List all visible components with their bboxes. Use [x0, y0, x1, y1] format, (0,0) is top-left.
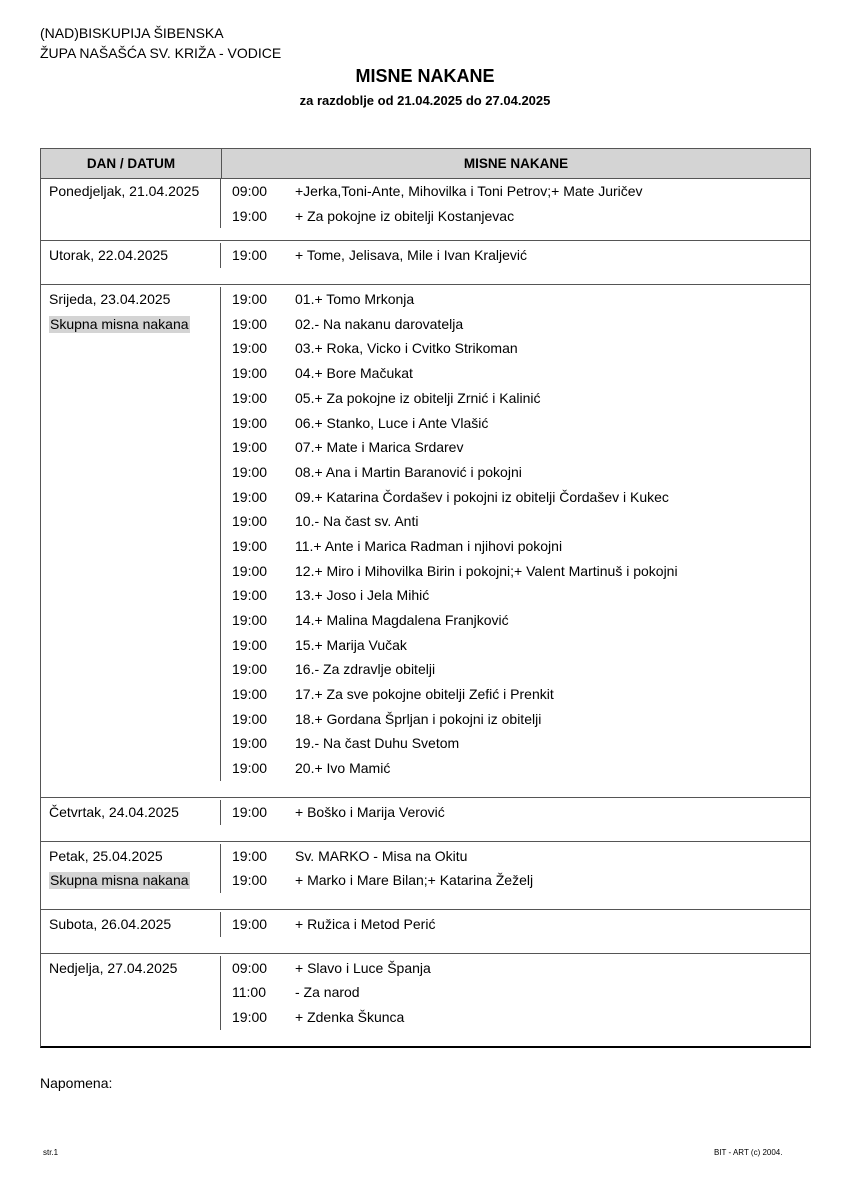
intention-text: +Jerka,Toni-Ante, Mihovilka i Toni Petrov;+ Mate Juričev — [295, 183, 643, 199]
mass-time: 19:00 — [232, 414, 268, 431]
table-row — [41, 241, 810, 285]
intention-entry — [221, 435, 810, 460]
intentions-table — [40, 148, 811, 1048]
intention-entry — [221, 868, 810, 893]
column-header-intentions: MISNE NAKANE — [463, 156, 569, 171]
intention-entry — [221, 912, 810, 937]
mass-time: 19:00 — [232, 488, 268, 505]
table-row — [41, 954, 810, 1046]
intention-entry — [221, 411, 810, 436]
mass-time: 19:00 — [232, 365, 268, 382]
intention-entry — [221, 361, 810, 386]
table-row — [41, 179, 810, 241]
mass-time: 19:00 — [232, 1008, 268, 1025]
intention-text: 10.- Na čast sv. Anti — [295, 513, 419, 530]
intention-entry — [221, 485, 810, 510]
intention-text: 06.+ Stanko, Luce i Ante Vlašić — [295, 414, 489, 431]
intention-text: 01.+ Tomo Mrkonja — [295, 291, 415, 308]
column-header-day: DAN / DATUM — [41, 149, 222, 178]
intention-entry — [221, 509, 810, 534]
day-cell — [41, 243, 221, 268]
day-cell — [41, 287, 221, 781]
intention-text: 03.+ Roka, Vicko i Cvitko Strikoman — [295, 340, 518, 357]
day-cell — [41, 844, 221, 893]
intention-entry — [221, 731, 810, 756]
group-intention-note: Skupna misna nakana — [50, 872, 189, 889]
mass-time: 19:00 — [232, 710, 268, 727]
day-date: Nedjelja, 27.04.2025 — [49, 959, 178, 976]
intention-text: 19.- Na čast Duhu Svetom — [295, 735, 460, 752]
intention-entry — [221, 682, 810, 707]
group-intention-note: Skupna misna nakana — [50, 315, 189, 332]
mass-time: 19:00 — [232, 439, 268, 456]
intentions-cell — [221, 844, 810, 893]
copyright: BIT - ART (c) 2004. — [714, 1148, 783, 1157]
intention-entry — [221, 460, 810, 485]
intention-text: 05.+ Za pokojne iz obitelji Zrnić i Kalinić — [295, 389, 541, 406]
mass-time: 19:00 — [232, 612, 268, 628]
note-label: Napomena: — [40, 1075, 113, 1091]
mass-time: 09:00 — [232, 183, 268, 199]
intention-entry — [221, 980, 810, 1005]
mass-time: 19:00 — [232, 207, 268, 224]
intentions-cell — [221, 287, 810, 781]
intention-entry — [221, 844, 810, 869]
intentions-cell — [221, 800, 810, 825]
intentions-cell — [221, 243, 810, 268]
intention-entry — [221, 312, 810, 337]
intention-text: 07.+ Mate i Marica Srdarev — [295, 439, 464, 456]
intention-entry — [221, 633, 810, 658]
day-date: Srijeda, 23.04.2025 — [49, 291, 171, 308]
mass-time: 09:00 — [232, 959, 268, 976]
intention-text: 13.+ Joso i Jela Mihić — [295, 587, 430, 604]
intention-text: Sv. MARKO - Misa na Okitu — [295, 847, 468, 864]
intention-entry — [221, 583, 810, 608]
table-row — [41, 798, 810, 842]
document-title: MISNE NAKANE — [355, 66, 495, 86]
intention-entry — [221, 243, 810, 268]
day-date: Petak, 25.04.2025 — [49, 847, 163, 864]
mass-time: 19:00 — [232, 760, 268, 777]
intention-entry — [221, 707, 810, 732]
intention-text: 09.+ Katarina Čordašev i pokojni iz obitelji Čordašev i Kukec — [295, 488, 669, 505]
intention-text: 11.+ Ante i Marica Radman i njihovi pokojni — [295, 537, 563, 554]
day-date: Utorak, 22.04.2025 — [49, 247, 169, 264]
day-cell — [41, 912, 221, 937]
mass-time: 19:00 — [232, 915, 268, 932]
mass-time: 19:00 — [232, 803, 268, 820]
mass-time: 19:00 — [232, 587, 268, 604]
table-row — [41, 285, 810, 798]
table-row — [41, 842, 810, 910]
intention-text: 12.+ Miro i Mihovilka Birin i pokojni;+ Valent Martinuš i pokojni — [295, 562, 678, 579]
intention-text: 04.+ Bore Mačukat — [295, 365, 413, 382]
intention-entry — [221, 559, 810, 584]
intention-entry — [221, 956, 810, 981]
mass-time: 19:00 — [232, 872, 268, 889]
mass-time: 19:00 — [232, 636, 268, 653]
mass-time: 19:00 — [232, 389, 268, 406]
day-date: Ponedjeljak, 21.04.2025 — [49, 183, 200, 199]
day-date: Četvrtak, 24.04.2025 — [49, 803, 179, 820]
intention-text: + Zdenka Škunca — [295, 1008, 405, 1025]
intention-entry — [221, 179, 810, 204]
intention-text: + Ružica i Metod Perić — [295, 915, 436, 932]
intention-text: - Za narod — [295, 984, 360, 1001]
intention-entry — [221, 657, 810, 682]
intention-text: 18.+ Gordana Šprljan i pokojni iz obitelji — [295, 710, 542, 727]
mass-time: 11:00 — [232, 984, 266, 1001]
intention-text: 14.+ Malina Magdalena Franjković — [295, 612, 509, 628]
intention-entry — [221, 386, 810, 411]
intention-entry — [221, 1005, 810, 1030]
mass-time: 19:00 — [232, 340, 268, 357]
intention-text: + Za pokojne iz obitelji Kostanjevac — [295, 207, 515, 224]
intention-text: + Slavo i Luce Španja — [295, 959, 431, 976]
mass-time: 19:00 — [232, 735, 268, 752]
mass-time: 19:00 — [232, 847, 268, 864]
day-cell — [41, 956, 221, 1030]
day-date: Subota, 26.04.2025 — [49, 915, 172, 932]
intention-entry — [221, 800, 810, 825]
intention-text: 20.+ Ivo Mamić — [295, 760, 391, 777]
intention-text: + Marko i Mare Bilan;+ Katarina Žeželj — [295, 872, 534, 889]
day-cell — [41, 800, 221, 825]
intention-text: + Boško i Marija Verović — [295, 803, 445, 820]
table-header — [41, 149, 810, 179]
intention-entry — [221, 204, 810, 229]
intention-entry — [221, 608, 810, 633]
mass-time: 19:00 — [232, 315, 268, 332]
intention-entry — [221, 534, 810, 559]
table-row — [41, 910, 810, 954]
intention-text: 02.- Na nakanu darovatelja — [295, 315, 464, 332]
mass-time: 19:00 — [232, 291, 268, 308]
intention-entry — [221, 756, 810, 781]
mass-time: 19:00 — [232, 562, 268, 579]
document-subtitle: za razdoblje od 21.04.2025 do 27.04.2025 — [299, 93, 551, 108]
intention-entry — [221, 336, 810, 361]
intention-text: 17.+ Za sve pokojne obitelji Zefić i Prenkit — [295, 686, 554, 703]
intention-entry — [221, 287, 810, 312]
intentions-cell — [221, 912, 810, 937]
mass-time: 19:00 — [232, 686, 268, 703]
intentions-cell — [221, 179, 810, 228]
mass-time: 19:00 — [232, 661, 268, 678]
page-number: str.1 — [43, 1148, 59, 1157]
mass-time: 19:00 — [232, 537, 268, 554]
diocese-name: (NAD)BISKUPIJA ŠIBENSKA — [40, 25, 224, 41]
mass-time: 19:00 — [232, 247, 268, 264]
parish-name: ŽUPA NAŠAŠĆA SV. KRIŽA - VODICE — [40, 45, 282, 61]
day-cell — [41, 179, 221, 228]
intention-text: 15.+ Marija Vučak — [295, 636, 407, 653]
mass-time: 19:00 — [232, 513, 268, 530]
intention-text: + Tome, Jelisava, Mile i Ivan Kraljević — [295, 247, 527, 264]
intentions-cell — [221, 956, 810, 1030]
intention-text: 16.- Za zdravlje obitelji — [295, 661, 436, 678]
intention-text: 08.+ Ana i Martin Baranović i pokojni — [295, 463, 522, 480]
mass-time: 19:00 — [232, 463, 268, 480]
